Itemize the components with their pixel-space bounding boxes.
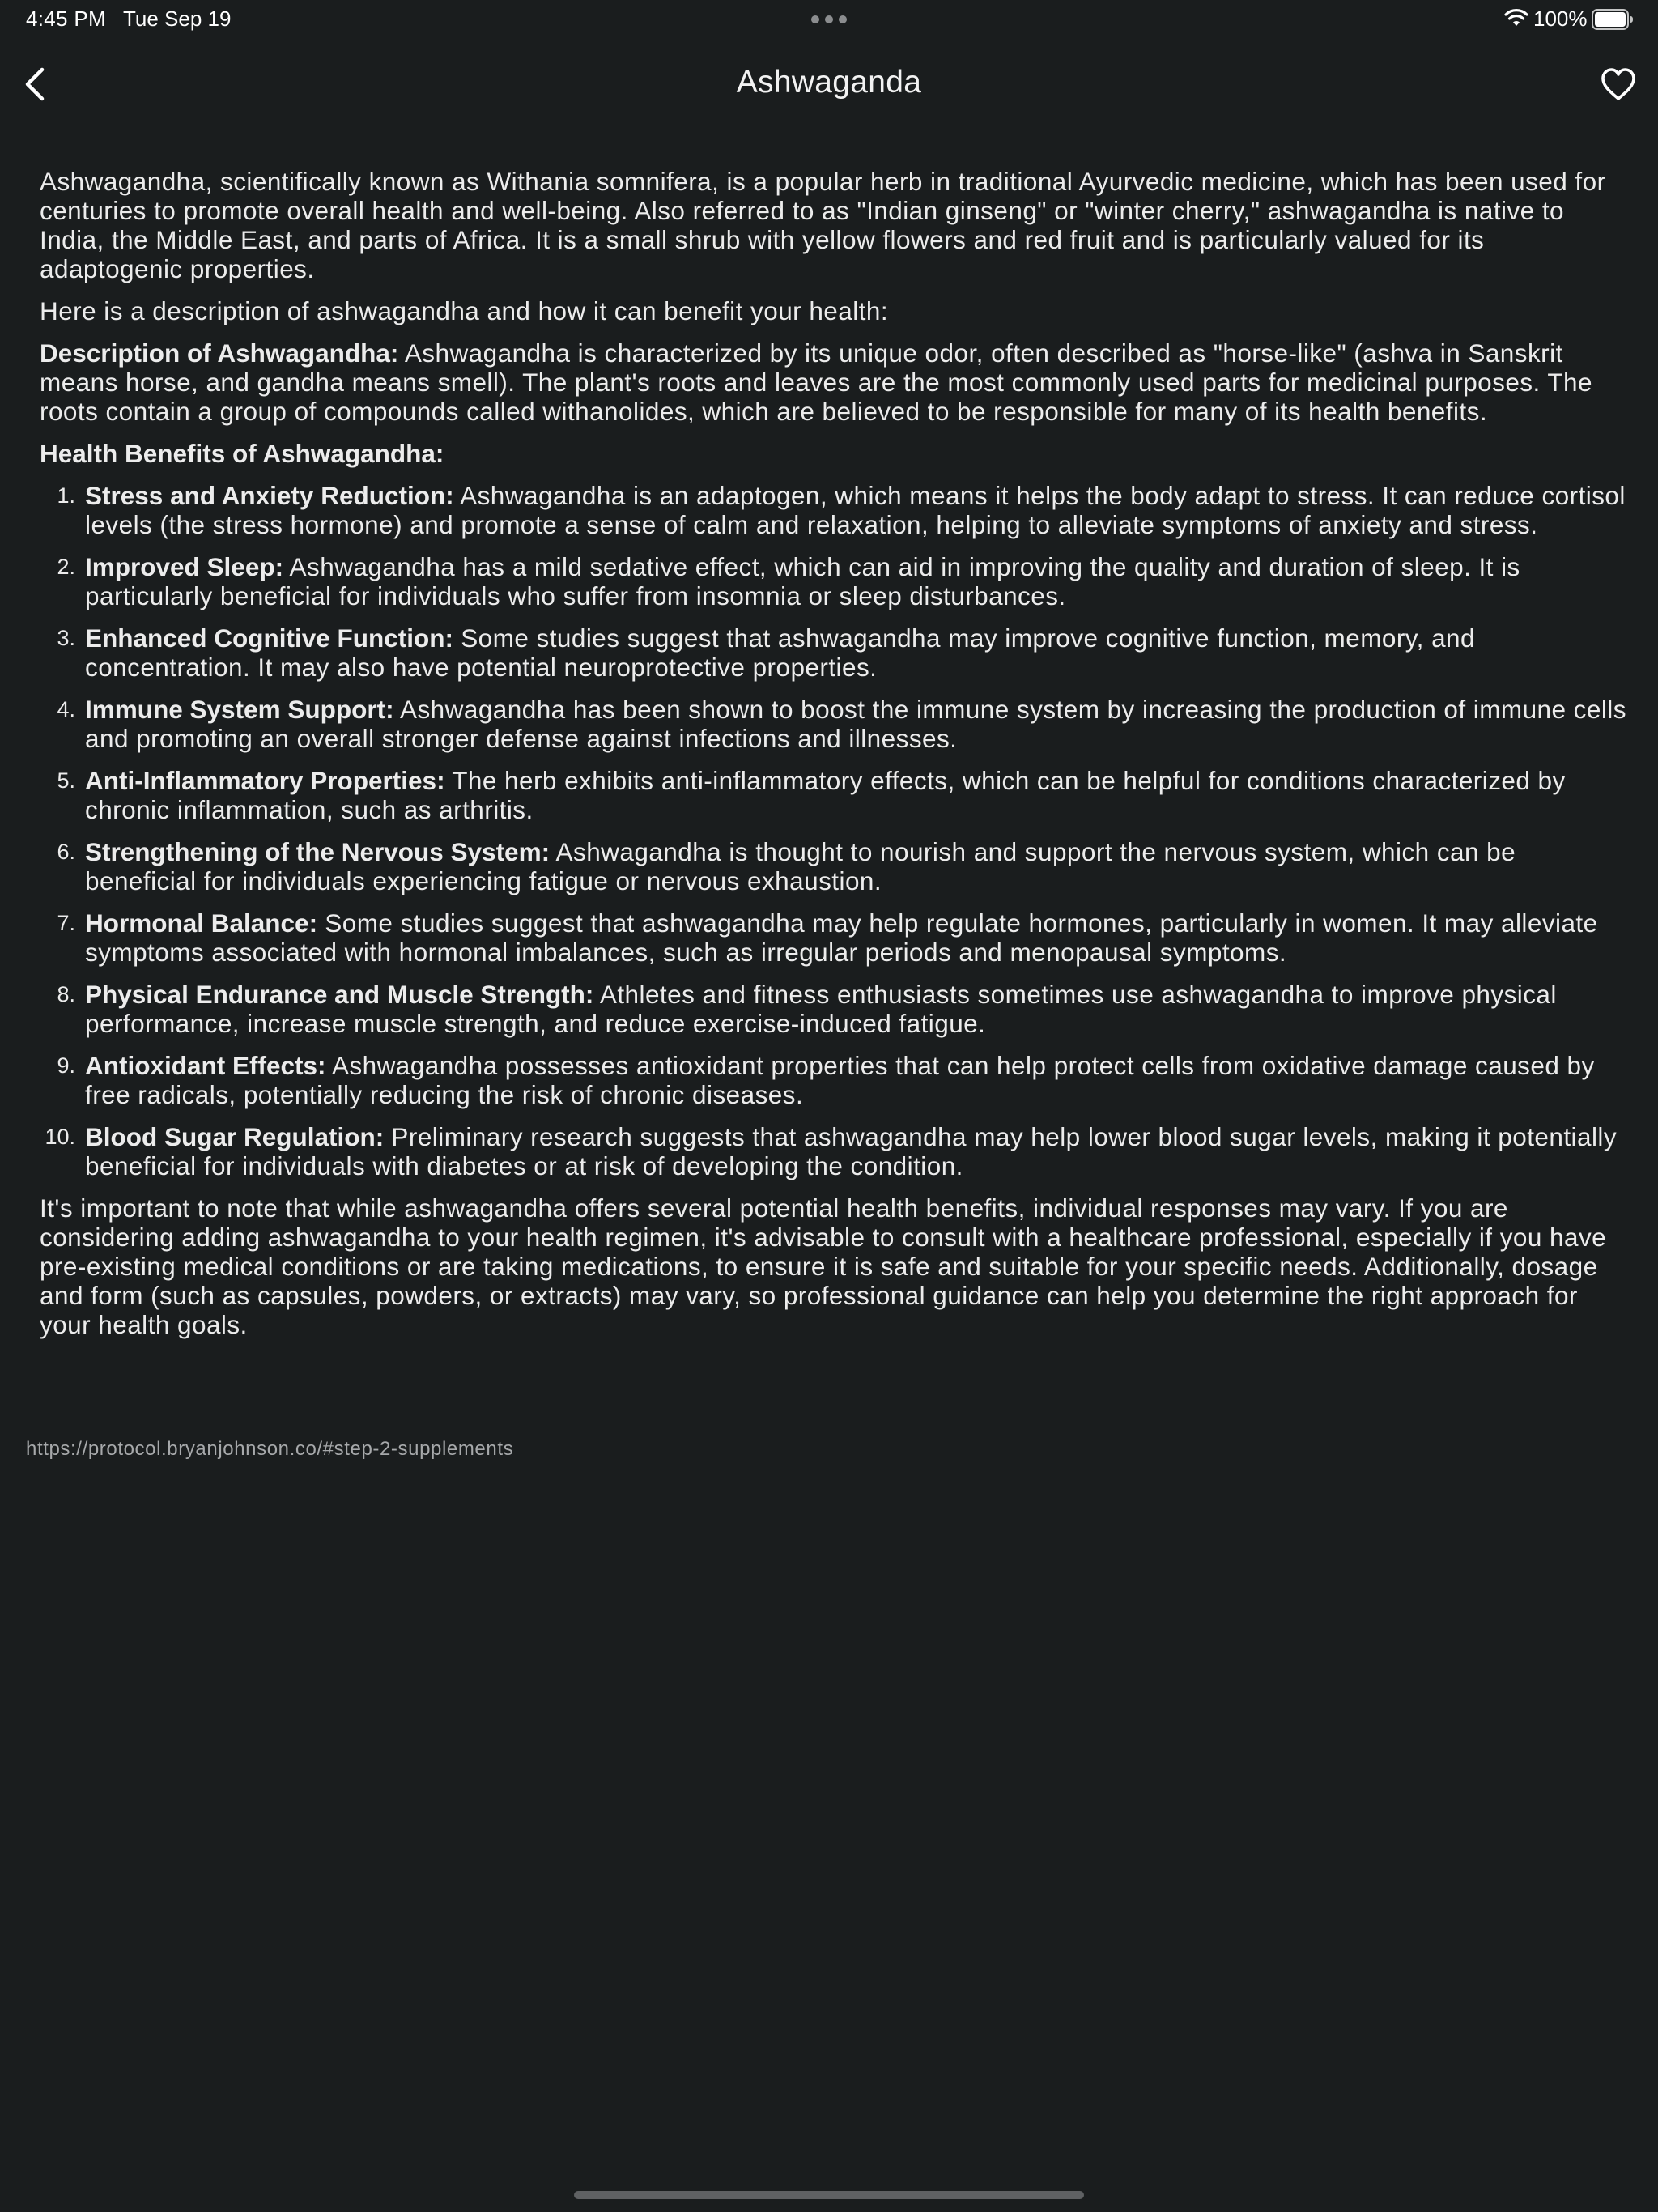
list-item <box>57 766 1626 824</box>
page-title: Ashwaganda <box>736 65 922 100</box>
description-text: Ashwagandha is characterized by its unique odor, often described as "horse-like" (ashva in Sanskrit means horse, and gandha means smell). The plant's roots and leaves are the most commonly used parts for medicinal purposes. The roots contain a group of compounds called withanolides, which are believed to be responsible for many of its health benefits. <box>40 338 1592 426</box>
list-number: 5. <box>57 768 75 793</box>
heart-outline-icon <box>1600 66 1637 102</box>
description-label: Description of Ashwagandha: <box>40 338 399 368</box>
benefit-text: Some studies suggest that ashwagandha may help regulate hormones, particularly in women. It may alleviate symptoms associated with hormonal imbalances, such as irregular periods and menopausal symptoms. <box>85 908 1598 967</box>
list-number: 1. <box>57 483 75 508</box>
list-item <box>57 552 1626 610</box>
benefit-text: Ashwagandha is an adaptogen, which means it helps the body adapt to stress. It can reduce cortisol levels (the stress hormone) and promote a sense of calm and relaxation, helping to alleviate symptoms of anxiety and stress. <box>85 481 1626 539</box>
benefit-text: Ashwagandha is thought to nourish and support the nervous system, which can be beneficial for individuals experiencing fatigue or nervous exhaustion. <box>85 837 1516 895</box>
benefit-title: Physical Endurance and Muscle Strength: <box>85 980 594 1009</box>
wifi-icon <box>1504 8 1528 28</box>
status-time: 4:45 PM <box>26 6 106 31</box>
benefit-title: Strengthening of the Nervous System: <box>85 837 551 866</box>
battery-full-icon <box>1592 9 1634 30</box>
list-number: 7. <box>57 911 75 935</box>
navigation-bar <box>0 49 1658 118</box>
home-indicator[interactable] <box>574 2191 1084 2199</box>
intro-paragraph: Ashwagandha, scientifically known as Withania somnifera, is a popular herb in traditional Ayurvedic medicine, which has been used for centuries to promote overall health and well-being. Also referred to as "Indian ginseng" or "winter cherry," ashwagandha is native to India, the Middle East, and parts of Africa. It is a small shrub with yellow flowers and red fruit and is particularly valued for its adaptogenic properties. <box>40 167 1606 283</box>
benefit-title: Improved Sleep: <box>85 552 284 581</box>
benefit-text: Ashwagandha has been shown to boost the immune system by increasing the production of immune cells and promoting an overall stronger defense against infections and illnesses. <box>85 695 1626 753</box>
list-item <box>57 1051 1626 1109</box>
benefits-heading: Health Benefits of Ashwagandha: <box>40 439 444 468</box>
list-item <box>45 1122 1626 1180</box>
battery-percentage: 100% <box>1533 6 1588 31</box>
benefit-title: Immune System Support: <box>85 695 394 724</box>
list-number: 2. <box>57 555 75 579</box>
list-number: 8. <box>57 982 75 1006</box>
status-bar <box>0 0 1658 39</box>
status-date: Tue Sep 19 <box>123 6 232 31</box>
benefit-title: Anti-Inflammatory Properties: <box>85 766 445 795</box>
list-item <box>57 980 1626 1038</box>
list-item <box>57 623 1626 682</box>
benefit-title: Antioxidant Effects: <box>85 1051 326 1080</box>
article-body <box>40 167 1626 1352</box>
lead-paragraph: Here is a description of ashwagandha and how it can benefit your health: <box>40 296 889 325</box>
favorite-button[interactable] <box>1600 66 1637 102</box>
source-link[interactable]: https://protocol.bryanjohnson.co/#step-2-supplements <box>26 1438 514 1460</box>
benefit-text: Some studies suggest that ashwagandha may improve cognitive function, memory, and concentration. It may also have potential neuroprotective properties. <box>85 623 1475 682</box>
list-item <box>57 908 1626 967</box>
closing-paragraph: It's important to note that while ashwagandha offers several potential health benefits, individual responses may vary. If you are considering adding ashwagandha to your health regimen, it's advisable to consult with a healthcare professional, especially if you have pre-existing medical conditions or are taking medications, to ensure it is safe and suitable for your specific needs. Additionally, dosage and form (such as capsules, powders, or extracts) may vary, so professional guidance can help you determine the right approach for your health goals. <box>40 1193 1607 1339</box>
multitasking-menu-icon[interactable] <box>811 15 847 23</box>
benefit-text: Preliminary research suggests that ashwagandha may help lower blood sugar levels, making it potentially beneficial for individuals with diabetes or at risk of developing the condition. <box>85 1122 1618 1180</box>
list-number: 3. <box>57 626 75 650</box>
benefit-title: Enhanced Cognitive Function: <box>85 623 453 653</box>
list-number: 6. <box>57 840 75 864</box>
list-number: 10. <box>45 1125 75 1149</box>
description-paragraph <box>40 338 1626 426</box>
benefit-title: Hormonal Balance: <box>85 908 318 938</box>
list-item <box>57 837 1626 895</box>
list-number: 9. <box>57 1053 75 1078</box>
benefit-text: Athletes and fitness enthusiasts sometimes use ashwagandha to improve physical performance, increase muscle strength, and reduce exercise-induced fatigue. <box>85 980 1557 1038</box>
list-item <box>57 481 1626 539</box>
list-number: 4. <box>57 697 75 721</box>
list-item <box>57 695 1626 753</box>
benefit-text: Ashwagandha possesses antioxidant properties that can help protect cells from oxidative damage caused by free radicals, potentially reducing the risk of chronic diseases. <box>85 1051 1595 1109</box>
benefit-title: Blood Sugar Regulation: <box>85 1122 385 1151</box>
benefits-list <box>40 481 1626 1180</box>
benefit-text: The herb exhibits anti-inflammatory effects, which can be helpful for conditions characterized by chronic inflammation, such as arthritis. <box>85 766 1566 824</box>
benefit-text: Ashwagandha has a mild sedative effect, which can aid in improving the quality and duration of sleep. It is particularly beneficial for individuals who suffer from insomnia or sleep disturbances. <box>85 552 1520 610</box>
benefit-title: Stress and Anxiety Reduction: <box>85 481 454 510</box>
